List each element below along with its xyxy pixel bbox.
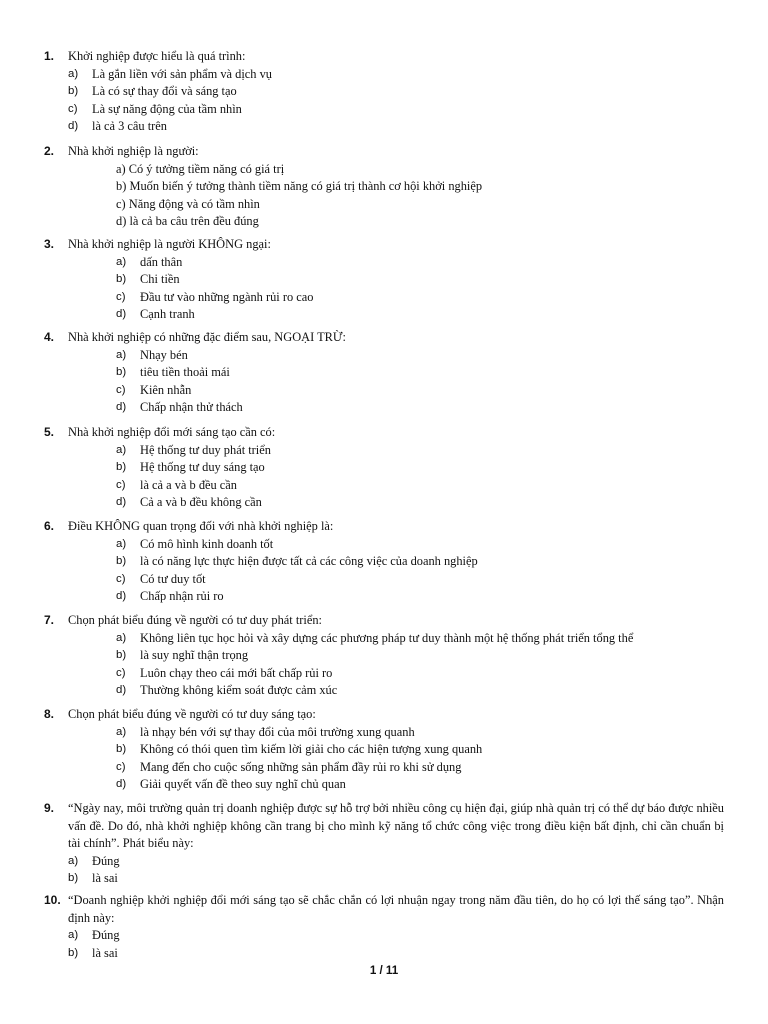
question-2 [44,143,724,231]
answer-option [116,254,724,272]
option-letter: a) [116,631,127,644]
answer-option [68,101,724,119]
answer-option [116,741,724,759]
option-text: Chi tiền [140,272,180,286]
answer-option [116,161,724,179]
answer-option [116,759,724,777]
option-letter: d) [116,308,127,320]
option-text: là cả ba câu trên đều đúng [129,214,259,228]
question-text: Nhà khởi nghiệp có những đặc điểm sau, NGOẠI TRỪ: [68,330,346,344]
question-9 [44,800,724,888]
option-text: Kiên nhẫn [140,382,192,397]
answer-option [116,477,724,495]
option-text: tiêu tiền thoải mái [140,365,230,379]
answer-option [116,682,724,700]
option-text: Hệ thống tư duy phát triển [140,442,271,457]
answer-option [116,536,724,554]
option-text: Giải quyết vấn đề theo suy nghĩ chủ quan [140,777,346,791]
option-letter: a) [116,725,127,738]
answer-option [68,853,724,871]
option-letter: c) [116,666,126,679]
option-letter: a) [68,929,79,941]
option-text: Thường không kiểm soát được cảm xúc [140,683,338,697]
option-letter: b) [116,649,127,661]
question-10 [44,892,724,962]
answer-options [116,536,724,606]
question-number: 5. [44,425,55,439]
option-text: là sai [92,945,118,960]
option-text: dấn thân [140,254,183,269]
option-text: là sai [92,871,118,885]
option-letter: c) [68,102,78,115]
answer-option [68,927,724,945]
question-5 [44,424,724,512]
question-text: Chọn phát biểu đúng về người có tư duy sáng tạo: [68,707,316,721]
question-6 [44,518,724,606]
question-text: Khởi nghiệp được hiểu là quá trình: [68,49,246,63]
option-letter: d) [116,214,127,228]
option-letter: c) [116,290,126,303]
question-number: 9. [44,801,55,815]
answer-option [116,553,724,571]
question-number: 8. [44,707,55,721]
answer-option [116,571,724,589]
answer-option [116,647,724,665]
question-stem [44,48,724,66]
option-text: Có mô hình kinh doanh tốt [140,536,274,551]
option-text: Nhạy bén [140,347,188,362]
option-text: Muốn biến ý tưởng thành tiềm năng có giá trị thành cơ hội khởi nghiệp [129,179,483,193]
option-letter: b) [68,872,79,884]
answer-option [116,306,724,324]
answer-option [116,347,724,365]
answer-options [116,161,724,231]
question-1 [44,48,724,136]
option-text: Là có sự thay đổi và sáng tạo [92,84,237,98]
option-letter: d) [116,590,127,602]
answer-options [68,853,724,888]
answer-option [116,213,724,231]
option-text: là cả a và b đều cần [140,477,238,492]
page-number: 1 / 11 [369,964,399,977]
question-stem [44,518,724,536]
question-text: Chọn phát biểu đúng về người có tư duy phát triển: [68,613,322,627]
answer-option [116,442,724,460]
option-text: Cạnh tranh [140,307,195,321]
question-number: 2. [44,144,55,158]
option-text: là cả 3 câu trên [92,119,167,133]
option-text: Đầu tư vào những ngành rủi ro cao [140,289,314,304]
answer-options [116,254,724,324]
option-text: là suy nghĩ thận trọng [140,648,249,662]
option-text: Là sự năng động của tầm nhìn [92,101,242,116]
option-letter: c) [116,572,126,585]
option-letter: b) [116,743,127,755]
option-letter: a) [116,537,127,550]
answer-option [116,196,724,214]
question-text: Nhà khởi nghiệp đổi mới sáng tạo cần có: [68,425,276,439]
option-letter: a) [116,443,127,456]
answer-option [116,271,724,289]
option-letter: c) [116,760,126,773]
option-letter: a) [116,348,127,361]
answer-option [116,494,724,512]
answer-option [68,870,724,888]
question-number: 1. [44,49,55,63]
question-stem [44,612,724,630]
option-letter: b) [68,85,79,97]
answer-option [116,776,724,794]
answer-option [68,83,724,101]
question-8 [44,706,724,794]
option-letter: d) [116,684,127,696]
question-stem [44,800,724,853]
answer-option [116,178,724,196]
question-stem [44,143,724,161]
option-text: Có tư duy tốt [140,571,206,586]
question-number: 3. [44,237,55,251]
option-letter: b) [116,366,127,378]
option-text: Không có thói quen tìm kiếm lời giải cho các hiện tượng xung quanh [140,742,483,756]
option-letter: a) [116,255,127,268]
question-4 [44,329,724,417]
option-text: Đúng [92,928,120,942]
option-letter: a) [68,854,79,867]
option-letter: b) [68,946,79,959]
question-stem [44,424,724,442]
answer-options [116,347,724,417]
answer-options [68,927,724,962]
question-stem [44,892,724,927]
option-text: Có ý tưởng tiềm năng có giá trị [128,161,285,176]
answer-option [116,289,724,307]
option-letter: d) [116,778,127,790]
option-text: Đúng [92,853,120,868]
answer-option [68,945,724,963]
option-letter: b) [116,461,127,473]
answer-option [116,364,724,382]
option-text: Không liên tục học hỏi và xây dựng các phương pháp tư duy thành một hệ thống phát triển tổng thể [140,630,634,645]
question-stem [44,329,724,347]
option-text: Cả a và b đều không cần [140,495,262,509]
question-stem [44,236,724,254]
question-text: Nhà khởi nghiệp là người KHÔNG ngại: [68,237,271,251]
option-text: Là gắn liền với sản phẩm và dịch vụ [92,66,272,81]
option-text: Hệ thống tư duy sáng tạo [140,460,265,474]
answer-option [116,665,724,683]
option-letter: c) [116,383,126,396]
option-letter: b) [116,179,127,193]
question-number: 4. [44,330,55,344]
question-number: 10. [44,893,61,907]
question-number: 7. [44,613,55,627]
answer-options [116,442,724,512]
answer-options [68,66,724,136]
answer-option [116,382,724,400]
question-3 [44,236,724,324]
option-text: Luôn chạy theo cái mới bất chấp rủi ro [140,665,333,680]
option-text: là nhạy bén với sự thay đổi của môi trường xung quanh [140,724,415,739]
option-letter: c) [116,196,126,211]
question-text: Nhà khởi nghiệp là người: [68,144,199,158]
answer-option [116,399,724,417]
answer-option [116,724,724,742]
answer-option [116,588,724,606]
option-text: Mang đến cho cuộc sống những sản phẩm đầy rủi ro khi sử dụng [140,759,462,774]
option-letter: d) [68,120,79,132]
question-stem [44,706,724,724]
option-letter: d) [116,401,127,413]
option-letter: b) [116,273,127,285]
option-text: là có năng lực thực hiện được tất cả các công việc của doanh nghiệp [140,554,478,568]
question-text: Điều KHÔNG quan trọng đối với nhà khởi nghiệp là: [68,519,334,533]
option-letter: c) [116,478,126,491]
answer-options [116,724,724,794]
question-text: “Ngày nay, môi trường quản trị doanh nghiệp được sự hỗ trợ bởi nhiều công cụ hiện đại, giúp nhà quản trị có thể dự báo được nhiều vấn đề. Do đó, nhà khởi nghiệp không cần trang bị cho mình kỹ năng tổ chức công việc trong điều kiện bất định, chỉ cần chuẩn bị tài chính”. Phát biểu này: [68,801,724,850]
answer-option [116,630,724,648]
question-7 [44,612,724,700]
option-text: Chấp nhận rủi ro [140,589,224,603]
option-letter: d) [116,496,127,508]
answer-option [116,459,724,477]
answer-option [68,66,724,84]
option-letter: a) [68,67,79,80]
option-text: Năng động và có tầm nhìn [128,196,260,211]
option-text: Chấp nhận thử thách [140,400,243,414]
answer-options [116,630,724,700]
question-text: “Doanh nghiệp khởi nghiệp đổi mới sáng tạo sẽ chắc chắn có lợi nhuận ngay trong năm đầu tiên, do họ có lợi thế sáng tạo”. Nhận định này: [68,893,724,925]
question-number: 6. [44,519,55,533]
option-letter: a) [116,161,126,176]
option-letter: b) [116,555,127,567]
answer-option [68,118,724,136]
